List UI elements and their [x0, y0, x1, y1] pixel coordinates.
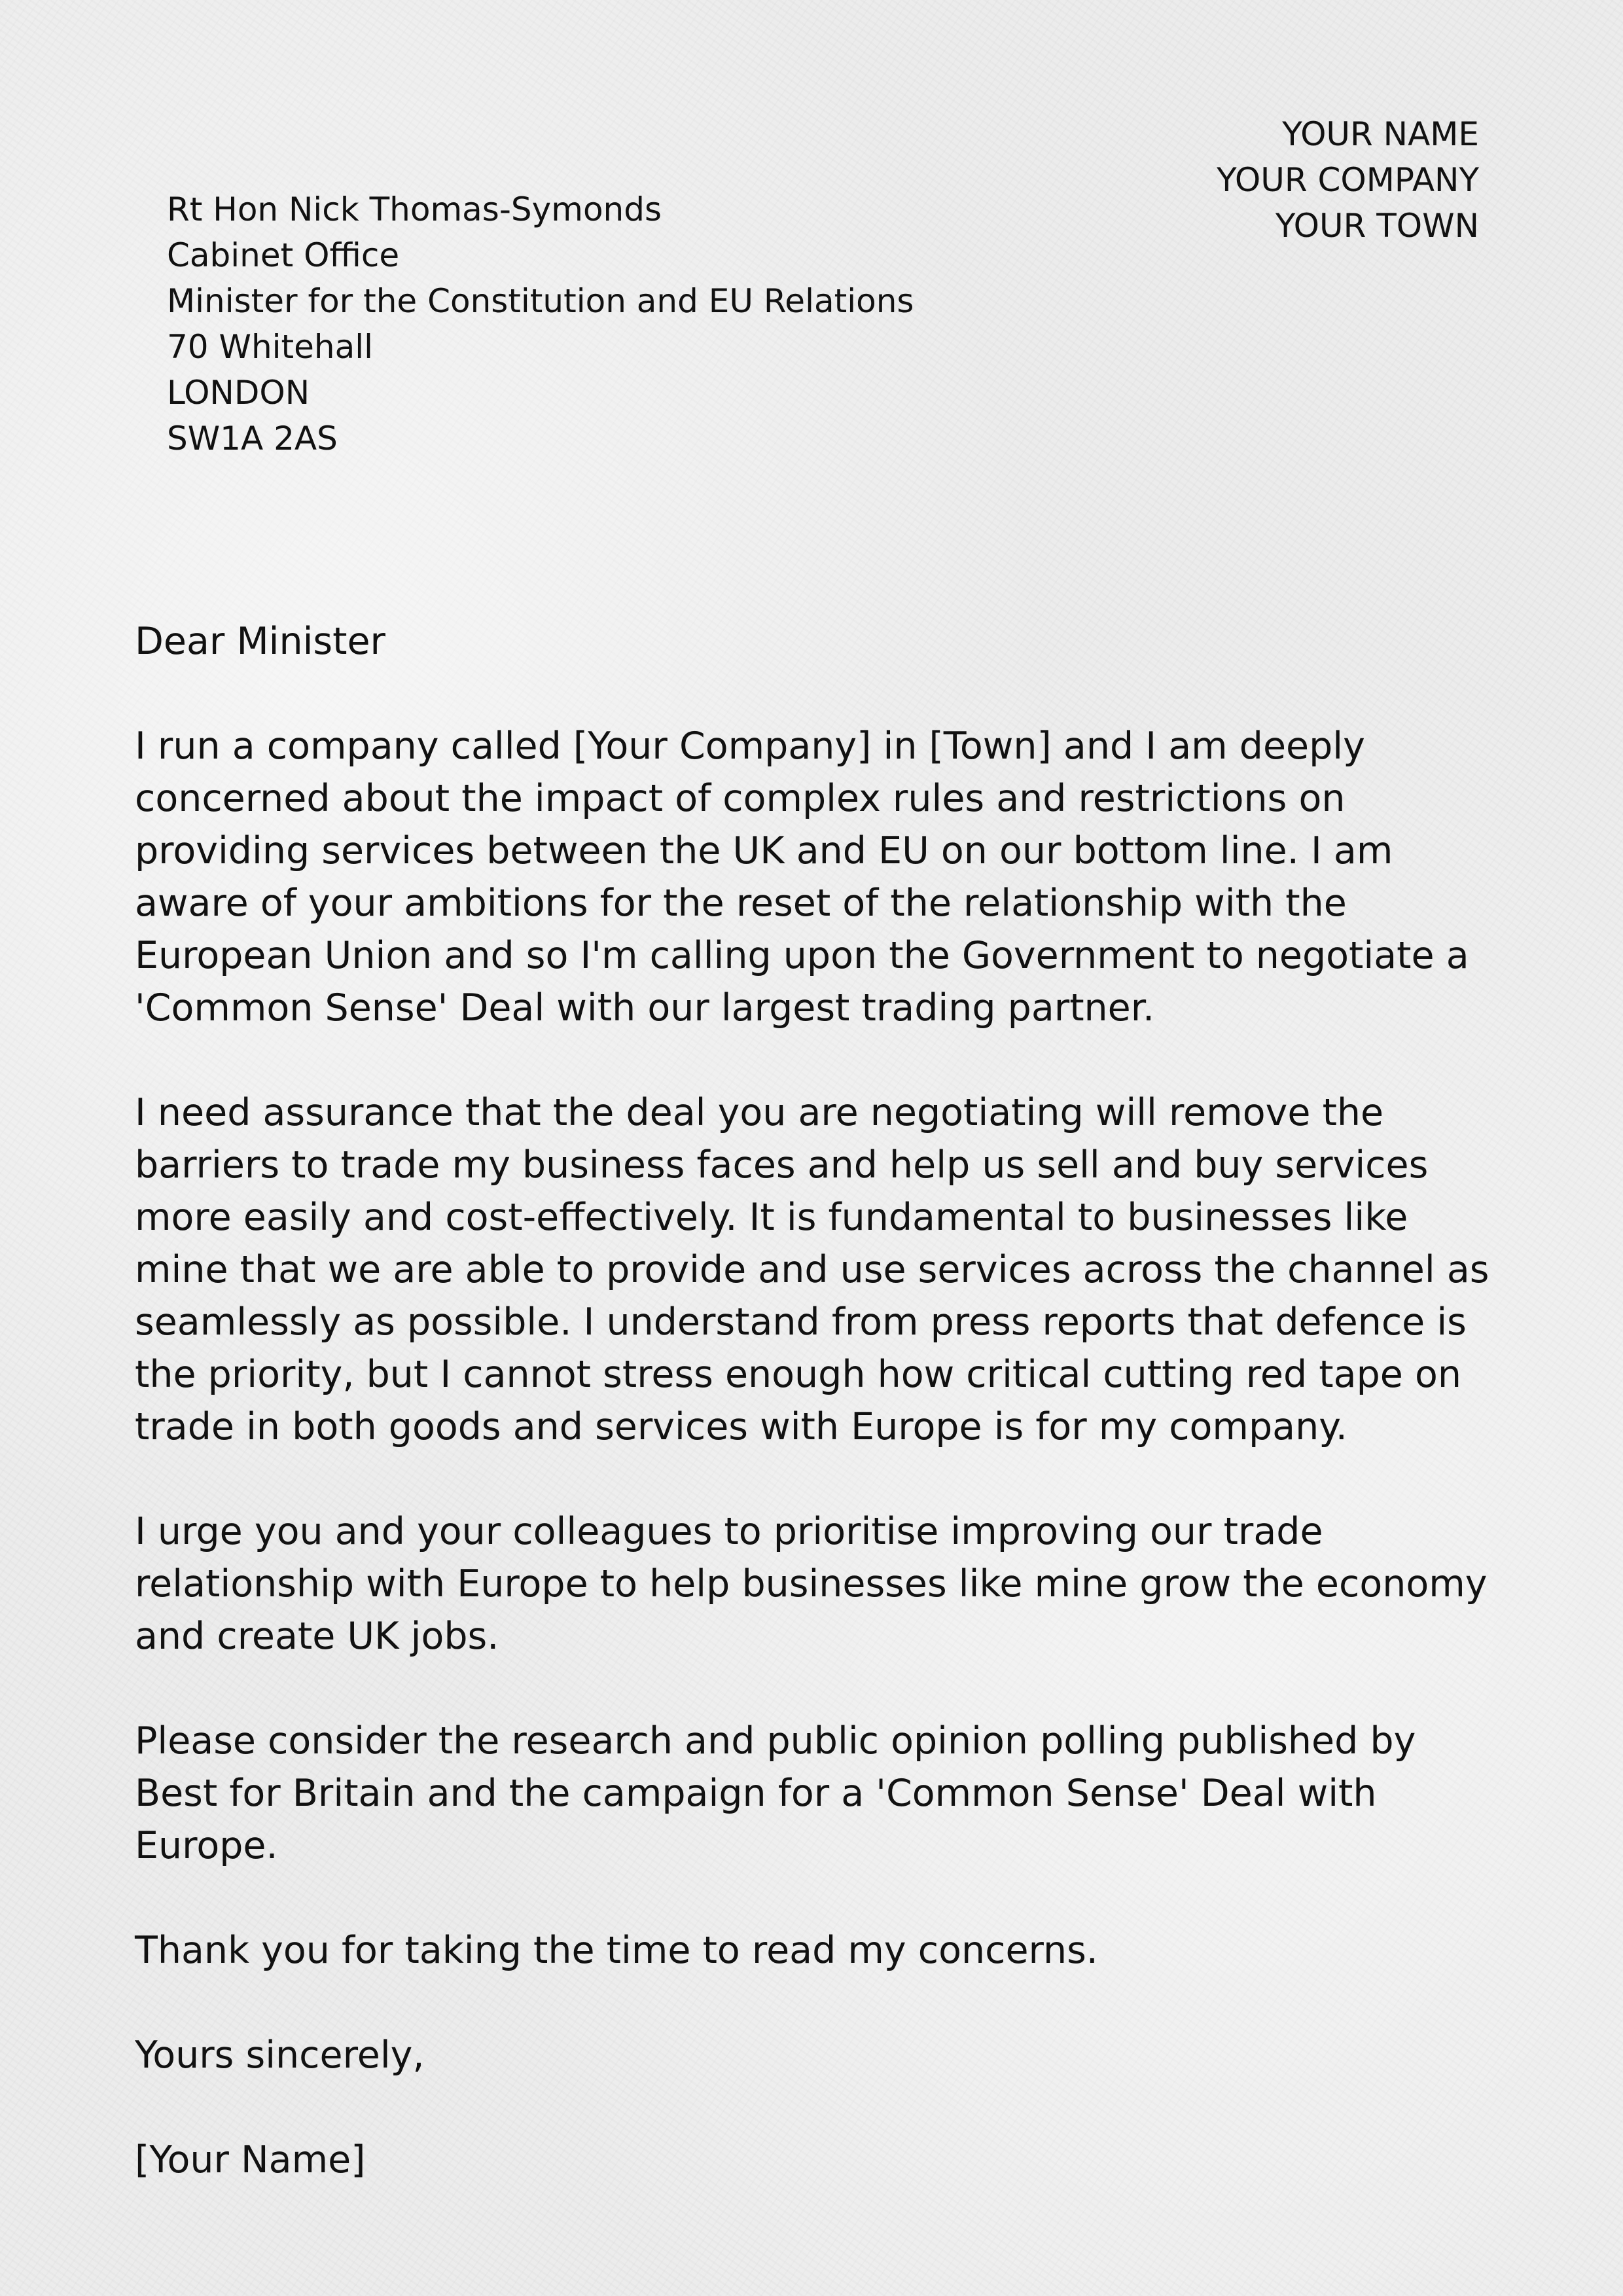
letter-body — [135, 615, 1509, 2186]
body-paragraph: I urge you and your colleagues to prioritise improving our trade relationship with Europe to help businesses like mine grow the economy and create UK jobs. — [135, 1510, 1488, 1658]
recipient-line: Cabinet Office — [167, 236, 400, 274]
body-paragraph: Please consider the research and public opinion polling published by Best for Britain and the campaign for a 'Common Sense' Deal with Europe. — [135, 1719, 1416, 1867]
body-paragraph: I run a company called [Your Company] in [Town] and I am deeply concerned about the impact of complex rules and restrictions on providing services between the UK and EU on our bottom line. I am aware of your ambitions for the reset of the relationship with the European Union and so I'm calling upon the Government to negotiate a 'Common Sense' Deal with our largest trading partner. — [135, 725, 1469, 1030]
body-paragraph: Thank you for taking the time to read my concerns. — [135, 1929, 1098, 1972]
recipient-line: Rt Hon Nick Thomas-Symonds — [167, 190, 662, 228]
recipient-line: LONDON — [167, 374, 310, 412]
sender-town: YOUR TOWN — [1275, 207, 1479, 245]
recipient-line: SW1A 2AS — [167, 420, 338, 457]
recipient-address — [167, 187, 1214, 461]
body-paragraph: I need assurance that the deal you are negotiating will remove the barriers to trade my business faces and help us sell and buy services more easily and cost-effectively. It is fundamental to businesses like mine that we are able to provide and use services across the channel as seamlessly as possible. I understand from press reports that defence is the priority, but I cannot stress enough how critical cutting red tape on trade in both goods and services with Europe is for my company. — [135, 1091, 1489, 1448]
recipient-line: Minister for the Constitution and EU Relations — [167, 282, 914, 320]
salutation: Dear Minister — [135, 620, 385, 663]
sender-name: YOUR NAME — [1282, 115, 1479, 153]
recipient-line: 70 Whitehall — [167, 328, 374, 366]
sender-company: YOUR COMPANY — [1217, 161, 1479, 199]
signature: [Your Name] — [135, 2138, 366, 2181]
closing: Yours sincerely, — [135, 2034, 425, 2077]
